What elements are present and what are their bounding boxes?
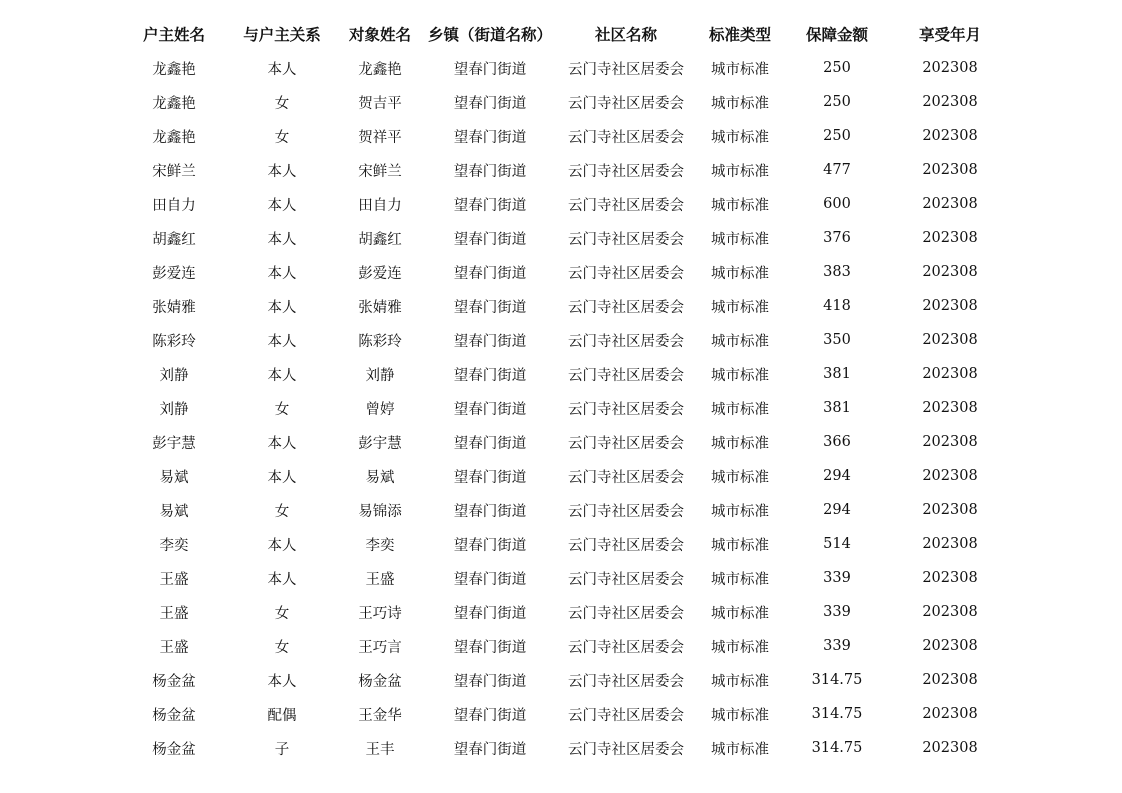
table-row <box>118 493 1008 527</box>
header-row <box>118 17 1008 51</box>
cell-standard-type: 城市标准 <box>711 469 769 486</box>
cell-benefit-month: 202308 <box>922 570 978 586</box>
cell-benefit-month: 202308 <box>922 332 978 348</box>
cell-community-name: 云门寺社区居委会 <box>568 265 684 282</box>
cell-community-name: 云门寺社区居委会 <box>568 129 684 146</box>
cell-community-name: 云门寺社区居委会 <box>568 707 684 724</box>
cell-benefit-month: 202308 <box>922 672 978 688</box>
cell-standard-type: 城市标准 <box>711 299 769 316</box>
cell-standard-type: 城市标准 <box>711 707 769 724</box>
cell-benefit-month: 202308 <box>922 400 978 416</box>
cell-household-head-name: 宋鲜兰 <box>152 163 196 180</box>
cell-recipient-name: 王巧诗 <box>358 605 402 622</box>
cell-household-head-name: 陈彩玲 <box>152 333 196 350</box>
cell-standard-type: 城市标准 <box>711 265 769 282</box>
cell-relation-to-head: 本人 <box>267 469 297 486</box>
cell-household-head-name: 刘静 <box>159 367 189 384</box>
cell-township-street: 望春门街道 <box>453 741 527 758</box>
cell-benefit-month: 202308 <box>922 196 978 212</box>
cell-township-street: 望春门街道 <box>453 673 527 690</box>
cell-recipient-name: 李奕 <box>365 537 395 554</box>
cell-community-name: 云门寺社区居委会 <box>568 197 684 214</box>
cell-subsidy-amount: 314.75 <box>811 740 863 756</box>
cell-recipient-name: 刘静 <box>365 367 395 384</box>
cell-standard-type: 城市标准 <box>711 163 769 180</box>
cell-standard-type: 城市标准 <box>711 231 769 248</box>
table-row <box>118 527 1008 561</box>
cell-household-head-name: 杨金盆 <box>152 741 196 758</box>
cell-household-head-name: 杨金盆 <box>152 673 196 690</box>
table-header <box>118 17 1008 51</box>
cell-community-name: 云门寺社区居委会 <box>568 469 684 486</box>
cell-subsidy-amount: 314.75 <box>811 672 863 688</box>
cell-relation-to-head: 女 <box>274 95 290 112</box>
cell-standard-type: 城市标准 <box>711 401 769 418</box>
cell-community-name: 云门寺社区居委会 <box>568 367 684 384</box>
cell-community-name: 云门寺社区居委会 <box>568 95 684 112</box>
table-row <box>118 153 1008 187</box>
cell-community-name: 云门寺社区居委会 <box>568 639 684 656</box>
cell-recipient-name: 宋鲜兰 <box>358 163 402 180</box>
cell-relation-to-head: 本人 <box>267 299 297 316</box>
cell-community-name: 云门寺社区居委会 <box>568 537 684 554</box>
cell-relation-to-head: 本人 <box>267 231 297 248</box>
cell-relation-to-head: 子 <box>274 741 290 758</box>
cell-recipient-name: 王金华 <box>358 707 402 724</box>
cell-subsidy-amount: 477 <box>823 162 851 178</box>
table-body <box>118 51 1008 765</box>
cell-relation-to-head: 本人 <box>267 537 297 554</box>
cell-township-street: 望春门街道 <box>453 333 527 350</box>
cell-standard-type: 城市标准 <box>711 129 769 146</box>
cell-recipient-name: 贺祥平 <box>358 129 402 146</box>
cell-township-street: 望春门街道 <box>453 367 527 384</box>
cell-relation-to-head: 本人 <box>267 61 297 78</box>
table-row <box>118 391 1008 425</box>
cell-community-name: 云门寺社区居委会 <box>568 61 684 78</box>
cell-recipient-name: 陈彩玲 <box>358 333 402 350</box>
cell-benefit-month: 202308 <box>922 298 978 314</box>
cell-community-name: 云门寺社区居委会 <box>568 571 684 588</box>
cell-recipient-name: 杨金盆 <box>358 673 402 690</box>
cell-relation-to-head: 女 <box>274 503 290 520</box>
table-row <box>118 85 1008 119</box>
column-header-benefit-month: 享受年月 <box>918 26 981 44</box>
cell-standard-type: 城市标准 <box>711 333 769 350</box>
cell-township-street: 望春门街道 <box>453 129 527 146</box>
cell-benefit-month: 202308 <box>922 468 978 484</box>
cell-benefit-month: 202308 <box>922 740 978 756</box>
cell-community-name: 云门寺社区居委会 <box>568 163 684 180</box>
cell-relation-to-head: 本人 <box>267 673 297 690</box>
cell-community-name: 云门寺社区居委会 <box>568 333 684 350</box>
table-row <box>118 425 1008 459</box>
cell-township-street: 望春门街道 <box>453 95 527 112</box>
cell-benefit-month: 202308 <box>922 604 978 620</box>
cell-subsidy-amount: 314.75 <box>811 706 863 722</box>
cell-benefit-month: 202308 <box>922 230 978 246</box>
cell-household-head-name: 田自力 <box>152 197 196 214</box>
cell-standard-type: 城市标准 <box>711 741 769 758</box>
cell-recipient-name: 贺吉平 <box>358 95 402 112</box>
cell-standard-type: 城市标准 <box>711 605 769 622</box>
table-row <box>118 289 1008 323</box>
cell-recipient-name: 王丰 <box>365 741 395 758</box>
cell-subsidy-amount: 339 <box>823 638 851 654</box>
cell-benefit-month: 202308 <box>922 162 978 178</box>
cell-township-street: 望春门街道 <box>453 61 527 78</box>
cell-recipient-name: 易斌 <box>365 469 395 486</box>
cell-benefit-month: 202308 <box>922 366 978 382</box>
cell-recipient-name: 胡鑫红 <box>358 231 402 248</box>
cell-recipient-name: 田自力 <box>358 197 402 214</box>
cell-community-name: 云门寺社区居委会 <box>568 231 684 248</box>
cell-township-street: 望春门街道 <box>453 707 527 724</box>
cell-subsidy-amount: 294 <box>823 502 851 518</box>
cell-community-name: 云门寺社区居委会 <box>568 435 684 452</box>
cell-benefit-month: 202308 <box>922 264 978 280</box>
cell-township-street: 望春门街道 <box>453 605 527 622</box>
cell-household-head-name: 龙鑫艳 <box>152 129 196 146</box>
cell-subsidy-amount: 381 <box>823 366 851 382</box>
table-row <box>118 459 1008 493</box>
cell-community-name: 云门寺社区居委会 <box>568 741 684 758</box>
table-row <box>118 51 1008 85</box>
cell-household-head-name: 胡鑫红 <box>152 231 196 248</box>
cell-recipient-name: 彭爱连 <box>358 265 402 282</box>
cell-subsidy-amount: 600 <box>823 196 851 212</box>
cell-standard-type: 城市标准 <box>711 537 769 554</box>
table-row <box>118 663 1008 697</box>
cell-benefit-month: 202308 <box>922 434 978 450</box>
cell-relation-to-head: 本人 <box>267 435 297 452</box>
cell-township-street: 望春门街道 <box>453 231 527 248</box>
cell-recipient-name: 王盛 <box>365 571 395 588</box>
cell-community-name: 云门寺社区居委会 <box>568 299 684 316</box>
cell-standard-type: 城市标准 <box>711 435 769 452</box>
column-header-relation-to-head: 与户主关系 <box>243 26 321 44</box>
cell-subsidy-amount: 514 <box>823 536 851 552</box>
cell-standard-type: 城市标准 <box>711 673 769 690</box>
cell-standard-type: 城市标准 <box>711 95 769 112</box>
cell-subsidy-amount: 250 <box>823 60 851 76</box>
cell-benefit-month: 202308 <box>922 502 978 518</box>
cell-subsidy-amount: 418 <box>823 298 851 314</box>
cell-subsidy-amount: 376 <box>823 230 851 246</box>
table-row <box>118 187 1008 221</box>
cell-community-name: 云门寺社区居委会 <box>568 673 684 690</box>
column-header-household-head-name: 户主姓名 <box>142 26 205 44</box>
table-row <box>118 357 1008 391</box>
cell-subsidy-amount: 250 <box>823 94 851 110</box>
cell-relation-to-head: 本人 <box>267 571 297 588</box>
table-row <box>118 731 1008 765</box>
cell-benefit-month: 202308 <box>922 706 978 722</box>
cell-township-street: 望春门街道 <box>453 639 527 656</box>
cell-township-street: 望春门街道 <box>453 435 527 452</box>
cell-relation-to-head: 本人 <box>267 197 297 214</box>
column-header-recipient-name: 对象姓名 <box>348 26 411 44</box>
cell-recipient-name: 张婧雅 <box>358 299 402 316</box>
cell-township-street: 望春门街道 <box>453 401 527 418</box>
table-row <box>118 255 1008 289</box>
cell-community-name: 云门寺社区居委会 <box>568 605 684 622</box>
cell-household-head-name: 彭宇慧 <box>152 435 196 452</box>
table-row <box>118 697 1008 731</box>
cell-recipient-name: 曾婷 <box>365 401 395 418</box>
cell-household-head-name: 杨金盆 <box>152 707 196 724</box>
cell-standard-type: 城市标准 <box>711 639 769 656</box>
cell-benefit-month: 202308 <box>922 94 978 110</box>
cell-recipient-name: 彭宇慧 <box>358 435 402 452</box>
cell-township-street: 望春门街道 <box>453 503 527 520</box>
table-row <box>118 323 1008 357</box>
cell-community-name: 云门寺社区居委会 <box>568 401 684 418</box>
cell-benefit-month: 202308 <box>922 536 978 552</box>
cell-benefit-month: 202308 <box>922 128 978 144</box>
column-header-standard-type: 标准类型 <box>708 26 771 44</box>
cell-subsidy-amount: 294 <box>823 468 851 484</box>
cell-relation-to-head: 本人 <box>267 367 297 384</box>
cell-township-street: 望春门街道 <box>453 163 527 180</box>
cell-township-street: 望春门街道 <box>453 265 527 282</box>
cell-relation-to-head: 女 <box>274 605 290 622</box>
cell-relation-to-head: 本人 <box>267 265 297 282</box>
subsidy-roster-table <box>118 17 1008 765</box>
cell-recipient-name: 易锦添 <box>358 503 402 520</box>
cell-subsidy-amount: 381 <box>823 400 851 416</box>
cell-relation-to-head: 女 <box>274 129 290 146</box>
cell-standard-type: 城市标准 <box>711 367 769 384</box>
cell-relation-to-head: 本人 <box>267 333 297 350</box>
column-header-community-name: 社区名称 <box>594 26 657 44</box>
cell-standard-type: 城市标准 <box>711 61 769 78</box>
cell-household-head-name: 王盛 <box>159 639 189 656</box>
table-row <box>118 119 1008 153</box>
table-row <box>118 561 1008 595</box>
cell-household-head-name: 龙鑫艳 <box>152 61 196 78</box>
table-row <box>118 629 1008 663</box>
cell-township-street: 望春门街道 <box>453 299 527 316</box>
cell-standard-type: 城市标准 <box>711 503 769 520</box>
cell-subsidy-amount: 350 <box>823 332 851 348</box>
cell-standard-type: 城市标准 <box>711 197 769 214</box>
cell-recipient-name: 王巧言 <box>358 639 402 656</box>
cell-recipient-name: 龙鑫艳 <box>358 61 402 78</box>
cell-household-head-name: 刘静 <box>159 401 189 418</box>
cell-relation-to-head: 女 <box>274 639 290 656</box>
cell-household-head-name: 李奕 <box>159 537 189 554</box>
cell-relation-to-head: 本人 <box>267 163 297 180</box>
cell-benefit-month: 202308 <box>922 60 978 76</box>
cell-household-head-name: 王盛 <box>159 605 189 622</box>
cell-subsidy-amount: 366 <box>823 434 851 450</box>
cell-benefit-month: 202308 <box>922 638 978 654</box>
cell-relation-to-head: 女 <box>274 401 290 418</box>
cell-community-name: 云门寺社区居委会 <box>568 503 684 520</box>
column-header-township-street: 乡镇（街道名称） <box>427 26 552 44</box>
cell-township-street: 望春门街道 <box>453 197 527 214</box>
cell-standard-type: 城市标准 <box>711 571 769 588</box>
cell-subsidy-amount: 383 <box>823 264 851 280</box>
cell-household-head-name: 张婧雅 <box>152 299 196 316</box>
cell-subsidy-amount: 339 <box>823 570 851 586</box>
cell-subsidy-amount: 339 <box>823 604 851 620</box>
cell-household-head-name: 彭爱连 <box>152 265 196 282</box>
column-header-subsidy-amount: 保障金额 <box>805 26 868 44</box>
cell-township-street: 望春门街道 <box>453 469 527 486</box>
cell-township-street: 望春门街道 <box>453 537 527 554</box>
cell-household-head-name: 王盛 <box>159 571 189 588</box>
cell-household-head-name: 易斌 <box>159 503 189 520</box>
cell-household-head-name: 易斌 <box>159 469 189 486</box>
cell-relation-to-head: 配偶 <box>267 707 297 724</box>
table-row <box>118 595 1008 629</box>
cell-township-street: 望春门街道 <box>453 571 527 588</box>
cell-household-head-name: 龙鑫艳 <box>152 95 196 112</box>
cell-subsidy-amount: 250 <box>823 128 851 144</box>
table-row <box>118 221 1008 255</box>
